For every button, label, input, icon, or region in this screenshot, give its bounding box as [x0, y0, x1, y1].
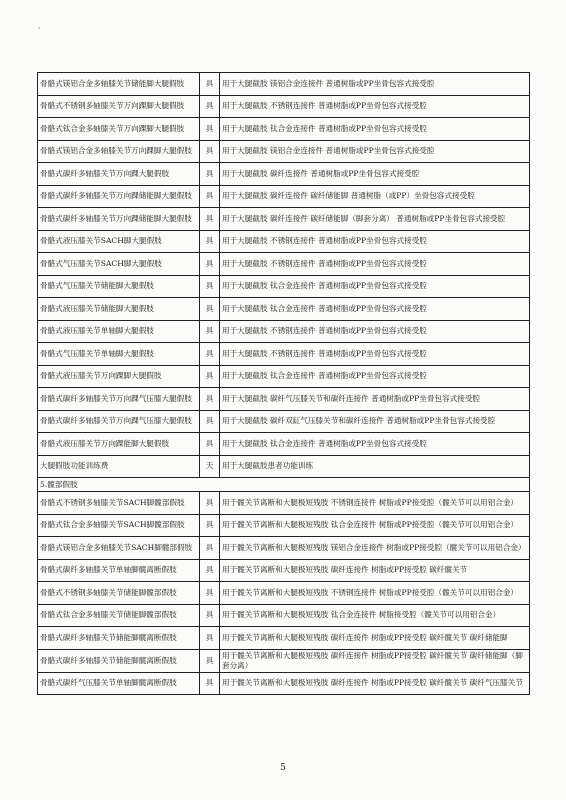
- corner-mark: ': [38, 26, 41, 35]
- item-name-cell: 骨骼式钛合金多轴膝关节SACH脚髋部假肢: [38, 514, 200, 537]
- item-name-cell: 骨骼式碳纤多轴膝关节万向踝气压膝大腿假肢: [38, 388, 200, 411]
- unit-cell: 具: [200, 514, 220, 537]
- item-name-cell: 骨骼式不锈钢多轴膝关节SACH脚髋部假肢: [38, 492, 200, 515]
- item-name-cell: 骨骼式碳纤多轴膝关节单轴脚髋离断假肢: [38, 559, 200, 582]
- table-row: [38, 388, 530, 411]
- unit-cell: 具: [200, 582, 220, 605]
- item-name-cell: 骨骼式镁铝合金多轴膝关节储能脚大腿假肢: [38, 73, 200, 96]
- description-cell: 用于大腿截肢 不锈钢连接件 普通树脂或PP坐骨包容式接受腔: [220, 253, 530, 276]
- table-row: [38, 514, 530, 537]
- table-row: [38, 537, 530, 560]
- unit-cell: 具: [200, 298, 220, 321]
- table-row: [38, 604, 530, 627]
- unit-cell: 天: [200, 455, 220, 478]
- description-cell: 用于大腿截肢 钛合金连接件 普通树脂或PP坐骨包容式接受腔: [220, 118, 530, 141]
- item-name-cell: 骨骼式碳纤多轴膝关节万向踝大腿假肢: [38, 163, 200, 186]
- unit-cell: 具: [200, 163, 220, 186]
- item-name-cell: 骨骼式碳纤多轴膝关节储能脚髋离断假肢: [38, 649, 200, 672]
- item-name-cell: 骨骼式镁铝合金多轴膝关节万向踝脚大腿假肢: [38, 140, 200, 163]
- unit-cell: 具: [200, 649, 220, 672]
- table-row: [38, 365, 530, 388]
- table-row: [38, 185, 530, 208]
- description-cell: 用于大腿截肢 碳纤连接件 碳纤储能脚（脚套分离） 普通树脂或PP坐骨包容式接受腔: [220, 208, 530, 231]
- item-table-body: [38, 73, 530, 695]
- unit-cell: 具: [200, 208, 220, 231]
- table-row: [38, 253, 530, 276]
- item-name-cell: 骨骼式碳纤多轴膝关节万向踝气压膝大腿假肢: [38, 410, 200, 433]
- item-table: [37, 72, 530, 695]
- description-cell: 用于髋关节离断和大腿极短残肢 不锈钢连接件 树脂或PP接受腔（髋关节可以用铝合金）: [220, 582, 530, 605]
- description-cell: 用于髋关节离断和大腿极短残肢 碳纤连接件 树脂或PP接受腔 碳纤髋关节 碳纤储能脚: [220, 627, 530, 650]
- description-cell: 用于髋关节离断和大腿极短残肢 钛合金连接件 树脂接受腔（髋关节可以用铝合金）: [220, 604, 530, 627]
- description-cell: 用于大腿截肢 不锈钢连接件 普通树脂或PP坐骨包容式接受腔: [220, 343, 530, 366]
- item-name-cell: 骨骼式钛合金多轴膝关节万向踝脚大腿假肢: [38, 118, 200, 141]
- description-cell: 用于大腿截肢 不锈钢连接件 普通树脂或PP坐骨包容式接受腔: [220, 230, 530, 253]
- unit-cell: 具: [200, 537, 220, 560]
- table-row: [38, 343, 530, 366]
- section-heading: 5.髋部假肢: [38, 478, 530, 492]
- item-name-cell: 骨骼式碳纤多轴膝关节储能脚髋离断假肢: [38, 627, 200, 650]
- unit-cell: 具: [200, 118, 220, 141]
- item-name-cell: 骨骼式钛合金多轴膝关节储能脚髋部假肢: [38, 604, 200, 627]
- item-name-cell: 骨骼式不锈钢多轴膝关节储能脚髋部假肢: [38, 582, 200, 605]
- item-name-cell: 骨骼式液压膝关节SACH脚大腿假肢: [38, 230, 200, 253]
- item-name-cell: 骨骼式碳纤多轴膝关节万向踝储能脚大腿假肢: [38, 208, 200, 231]
- table-row: [38, 163, 530, 186]
- unit-cell: 具: [200, 672, 220, 695]
- table-row: [38, 559, 530, 582]
- description-cell: 用于髋关节离断和大腿极短残肢 不锈钢连接件 树脂或PP接受腔（髋关节可以用铝合金）: [220, 492, 530, 515]
- description-cell: 用于大腿截肢 钛合金连接件 普通树脂或PP坐骨包容式接受腔: [220, 365, 530, 388]
- description-cell: 用于髋关节离断和大腿极短残肢 碳纤连接件 树脂或PP接受腔 碳纤髋关节 碳纤气压膝关节: [220, 672, 530, 695]
- unit-cell: 具: [200, 73, 220, 96]
- description-cell: 用于大腿截肢 钛合金连接件 普通树脂或PP坐骨包容式接受腔: [220, 275, 530, 298]
- description-cell: 用于髋关节离断和大腿极短残肢 镁铝合金连接件 树脂或PP接受腔（髋关节可以用铝合金）: [220, 537, 530, 560]
- table-row: [38, 118, 530, 141]
- item-name-cell: 骨骼式液压膝关节万向踝能脚大腿假肢: [38, 433, 200, 456]
- item-name-cell: 骨骼式碳纤多轴膝关节万向踝储能脚大腿假肢: [38, 185, 200, 208]
- unit-cell: 具: [200, 433, 220, 456]
- item-name-cell: 骨骼式气压膝关节储能脚大腿假肢: [38, 275, 200, 298]
- item-name-cell: 骨骼式液压膝关节万向踝脚大腿假肢: [38, 365, 200, 388]
- page-number: 5: [280, 763, 286, 773]
- description-cell: 用于大腿截肢 不锈钢连接件 普通树脂或PP坐骨包容式接受腔: [220, 320, 530, 343]
- unit-cell: 具: [200, 343, 220, 366]
- description-cell: 用于大腿截肢 碳纤气压膝关节和碳纤连接件 普通树脂或PP坐骨包容式接受腔: [220, 388, 530, 411]
- table-row: [38, 208, 530, 231]
- description-cell: 用于大腿截肢 碳纤双缸气压膝关节和碳纤连接件 普通树脂或PP坐骨包容式接受腔: [220, 410, 530, 433]
- table-row: [38, 582, 530, 605]
- description-cell: 用于大腿截肢 碳纤连接件 普通树脂或PP坐骨包容式接受腔: [220, 163, 530, 186]
- unit-cell: 具: [200, 627, 220, 650]
- item-name-cell: 骨骼式液压膝关节储能脚大腿假肢: [38, 298, 200, 321]
- description-cell: 用于大腿截肢 碳纤连接件 碳纤储能脚 普通树脂（或PP）坐骨包容式接受腔: [220, 185, 530, 208]
- table-row: [38, 433, 530, 456]
- unit-cell: 具: [200, 388, 220, 411]
- unit-cell: 具: [200, 410, 220, 433]
- item-name-cell: 骨骼式碳纤气压膝关节单轴脚髋离断假肢: [38, 672, 200, 695]
- unit-cell: 具: [200, 320, 220, 343]
- item-name-cell: 骨骼式不锈钢多轴膝关节万向踝脚大腿假肢: [38, 95, 200, 118]
- table-row: [38, 140, 530, 163]
- item-name-cell: 骨骼式镁铝合金多轴膝关节SACH脚髋部假肢: [38, 537, 200, 560]
- table-row: [38, 73, 530, 96]
- description-cell: 用于髋关节离断和大腿极短残肢 碳纤连接件 树脂或PP接受腔 碳纤髋关节: [220, 559, 530, 582]
- section-row: [38, 478, 530, 492]
- table-row: [38, 95, 530, 118]
- unit-cell: 具: [200, 559, 220, 582]
- table-row: [38, 320, 530, 343]
- table-row: [38, 672, 530, 695]
- item-name-cell: 骨骼式气压膝关节单轴脚大腿假肢: [38, 343, 200, 366]
- table-row: [38, 627, 530, 650]
- table-row: [38, 230, 530, 253]
- table-row: [38, 649, 530, 672]
- unit-cell: 具: [200, 230, 220, 253]
- unit-cell: 具: [200, 185, 220, 208]
- table-row: [38, 492, 530, 515]
- description-cell: 用于大腿截肢 镁铝合金连接件 普通树脂或PP坐骨包容式接受腔: [220, 73, 530, 96]
- table-row: [38, 298, 530, 321]
- description-cell: 用于髋关节离断和大腿极短残肢 碳纤连接件 树脂或PP接受腔 碳纤髋关节 碳纤储能脚（脚套分离）: [220, 649, 530, 672]
- description-cell: 用于大腿截肢患者功能训练: [220, 455, 530, 478]
- description-cell: 用于大腿截肢 镁铝合金连接件 普通树脂或PP坐骨包容式接受腔: [220, 140, 530, 163]
- item-name-cell: 大腿假肢功能训练费: [38, 455, 200, 478]
- table-row: [38, 275, 530, 298]
- description-cell: 用于大腿截肢 钛合金连接件 普通树脂或PP坐骨包容式接受腔: [220, 433, 530, 456]
- description-cell: 用于大腿截肢 不锈钢连接件 普通树脂或PP坐骨包容式接受腔: [220, 95, 530, 118]
- table-row: [38, 410, 530, 433]
- unit-cell: 具: [200, 253, 220, 276]
- unit-cell: 具: [200, 275, 220, 298]
- table-row: [38, 455, 530, 478]
- description-cell: 用于大腿截肢 钛合金连接件 普通树脂或PP坐骨包容式接受腔: [220, 298, 530, 321]
- unit-cell: 具: [200, 95, 220, 118]
- unit-cell: 具: [200, 140, 220, 163]
- unit-cell: 具: [200, 365, 220, 388]
- item-name-cell: 骨骼式气压膝关节SACH脚大腿假肢: [38, 253, 200, 276]
- unit-cell: 具: [200, 492, 220, 515]
- item-name-cell: 骨骼式液压膝关节单轴脚大腿假肢: [38, 320, 200, 343]
- unit-cell: 具: [200, 604, 220, 627]
- description-cell: 用于髋关节离断和大腿极短残肢 钛合金连接件 树脂或PP接受腔（髋关节可以用铝合金）: [220, 514, 530, 537]
